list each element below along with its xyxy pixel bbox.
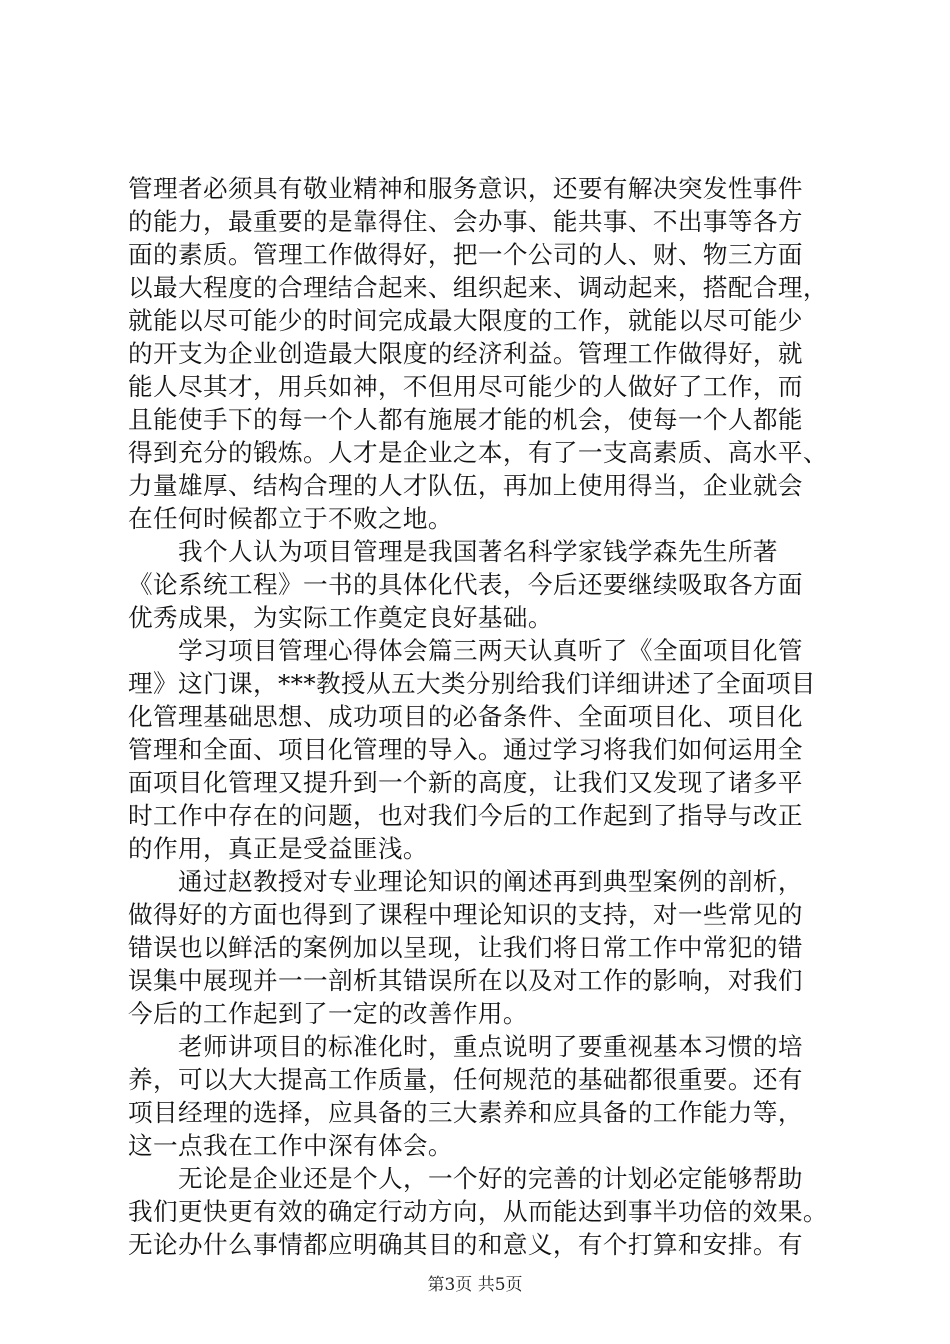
page-footer: 第3页 共5页 — [427, 1275, 523, 1295]
paragraph — [128, 172, 840, 535]
text-line: 学习项目管理心得体会篇三两天认真听了《全面项目化管 — [178, 636, 803, 665]
text-line: 我个人认为项目管理是我国著名科学家钱学森先生所著 — [178, 537, 778, 566]
text-line: 能人尽其才，用兵如神，不但用尽可能少的人做好了工作，而 — [128, 372, 803, 401]
document-body — [128, 172, 840, 1261]
text-line: 无论办什么事情都应明确其目的和意义，有个打算和安排。有 — [128, 1230, 803, 1259]
paragraph — [128, 865, 840, 1030]
text-line: 通过赵教授对专业理论知识的阐述再到典型案例的剖析， — [178, 867, 803, 896]
text-line: 时工作中存在的问题，也对我们今后的工作起到了指导与改正 — [128, 801, 803, 830]
text-line: 养，可以大大提高工作质量，任何规范的基础都很重要。还有 — [128, 1065, 803, 1094]
text-line: 的开支为企业创造最大限度的经济利益。管理工作做得好，就 — [128, 339, 803, 368]
text-line: 管理者必须具有敬业精神和服务意识，还要有解决突发性事件 — [128, 174, 803, 203]
paragraph — [128, 634, 840, 865]
text-line: 面项目化管理又提升到一个新的高度，让我们又发现了诸多平 — [128, 768, 803, 797]
text-line: 误集中展现并一一剖析其错误所在以及对工作的影响，对我们 — [128, 966, 803, 995]
text-line: 以最大程度的合理结合起来、组织起来、调动起来，搭配合理， — [128, 273, 828, 302]
text-line: 老师讲项目的标准化时，重点说明了要重视基本习惯的培 — [178, 1032, 803, 1061]
text-line: 力量雄厚、结构合理的人才队伍，再加上使用得当，企业就会 — [128, 471, 803, 500]
text-line: 且能使手下的每一个人都有施展才能的机会，使每一个人都能 — [128, 405, 803, 434]
text-line: 我们更快更有效的确定行动方向，从而能达到事半功倍的效果。 — [128, 1197, 828, 1226]
text-line: 在任何时候都立于不败之地。 — [128, 504, 453, 533]
text-line: 的作用，真正是受益匪浅。 — [128, 834, 428, 863]
paragraph — [128, 535, 840, 634]
text-line: 无论是企业还是个人，一个好的完善的计划必定能够帮助 — [178, 1164, 803, 1193]
text-line: 错误也以鲜活的案例加以呈现，让我们将日常工作中常犯的错 — [128, 933, 803, 962]
text-line: 做得好的方面也得到了课程中理论知识的支持，对一些常见的 — [128, 900, 803, 929]
paragraph — [128, 1030, 840, 1162]
text-line: 优秀成果，为实际工作奠定良好基础。 — [128, 603, 553, 632]
text-line: 得到充分的锻炼。人才是企业之本，有了一支高素质、高水平、 — [128, 438, 828, 467]
text-line: 的能力，最重要的是靠得住、会办事、能共事、不出事等各方 — [128, 207, 803, 236]
text-line: 管理和全面、项目化管理的导入。通过学习将我们如何运用全 — [128, 735, 803, 764]
text-line: 面的素质。管理工作做得好，把一个公司的人、财、物三方面 — [128, 240, 803, 269]
text-line: 这一点我在工作中深有体会。 — [128, 1131, 453, 1160]
text-line: 理》这门课，***教授从五大类分别给我们详细讲述了全面项目 — [128, 669, 816, 698]
text-line: 今后的工作起到了一定的改善作用。 — [128, 999, 528, 1028]
text-line: 化管理基础思想、成功项目的必备条件、全面项目化、项目化 — [128, 702, 803, 731]
text-line: 《论系统工程》一书的具体化代表，今后还要继续吸取各方面 — [128, 570, 803, 599]
text-line: 就能以尽可能少的时间完成最大限度的工作，就能以尽可能少 — [128, 306, 803, 335]
paragraph — [128, 1162, 840, 1261]
text-line: 项目经理的选择，应具备的三大素养和应具备的工作能力等， — [128, 1098, 803, 1127]
